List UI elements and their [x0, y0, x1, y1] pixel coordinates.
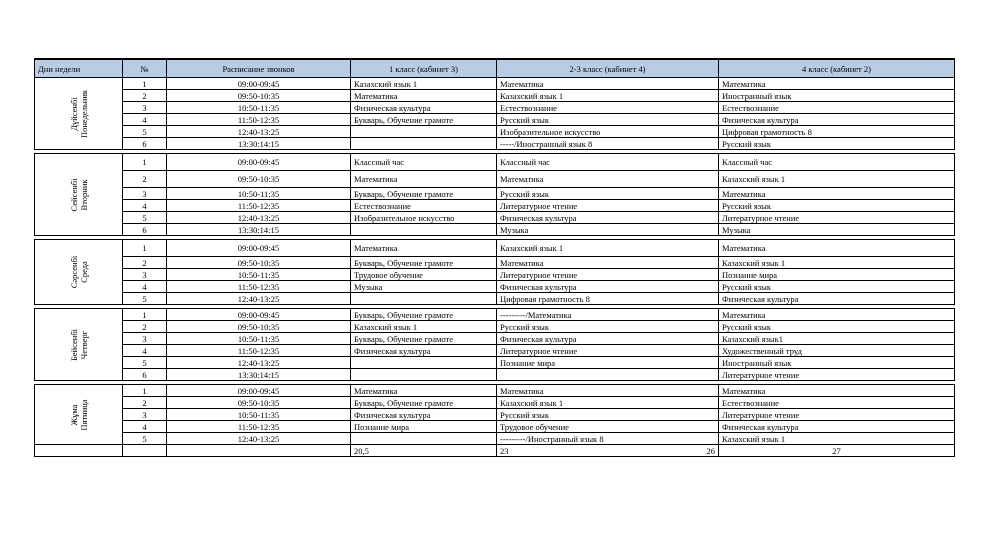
lesson-row	[35, 357, 955, 369]
lesson-number: 5	[123, 126, 167, 138]
class-4-subject: Иностранный язык	[719, 357, 955, 369]
lesson-number: 3	[123, 333, 167, 345]
lesson-row	[35, 321, 955, 333]
day-name-ru: Пятница	[78, 398, 89, 431]
class-1-subject	[351, 224, 497, 236]
schedule-body	[35, 78, 955, 457]
class-4-subject: Музыка	[719, 224, 955, 236]
header-class-1: 1 класс (кабинет 3)	[351, 59, 497, 78]
lesson-row	[35, 138, 955, 150]
day-cell	[35, 240, 123, 305]
bell-time: 12:40-13:25	[167, 212, 351, 224]
bell-time: 11:50-12:35	[167, 200, 351, 212]
class-1-subject: Познание мира	[351, 421, 497, 433]
lesson-number: 1	[123, 309, 167, 321]
class-2-3-subject: Русский язык	[497, 409, 719, 421]
class-4-subject: Литературное чтение	[719, 212, 955, 224]
bell-time: 10:50-11:35	[167, 409, 351, 421]
class-4-subject: Русский язык	[719, 200, 955, 212]
header-days: Дни недели	[35, 59, 123, 78]
total-class-2-3	[500, 446, 715, 456]
class-2-3-subject: Математика	[497, 171, 719, 188]
bell-time: 09:00-09:45	[167, 154, 351, 171]
class-2-3-subject: Познание мира	[497, 357, 719, 369]
class-1-subject: Изобразительное искусство	[351, 212, 497, 224]
class-2-3-subject: Цифровая грамотность 8	[497, 293, 719, 305]
day-cell	[35, 385, 123, 445]
class-4-subject: Физическая культура	[719, 421, 955, 433]
class-1-subject: Математика	[351, 90, 497, 102]
day-name-ru: Вторник	[78, 179, 89, 211]
class-4-subject: Художественный труд	[719, 345, 955, 357]
lesson-row	[35, 240, 955, 257]
total-class-3: 26	[706, 445, 715, 456]
total-class-2: 23	[500, 445, 509, 456]
bell-time: 09:50-10:35	[167, 321, 351, 333]
lesson-number: 4	[123, 281, 167, 293]
lesson-row	[35, 293, 955, 305]
class-4-subject: Русский язык	[719, 321, 955, 333]
class-2-3-subject: Математика	[497, 385, 719, 397]
total-class-4: 27	[719, 445, 955, 457]
class-4-subject: Классный час	[719, 154, 955, 171]
total-class-2-3-cell	[497, 445, 719, 457]
bell-time: 09:50-10:35	[167, 397, 351, 409]
class-2-3-subject: Русский язык	[497, 114, 719, 126]
bell-time: 11:50-12:35	[167, 281, 351, 293]
day-name-ru: Четверг	[78, 330, 89, 359]
bell-time: 09:00-09:45	[167, 309, 351, 321]
class-4-subject: Естествознание	[719, 102, 955, 114]
class-1-subject: Букварь, Обучение грамоте	[351, 257, 497, 269]
day-label	[69, 399, 89, 430]
lesson-row	[35, 126, 955, 138]
class-1-subject: Математика	[351, 240, 497, 257]
class-2-3-subject: Трудовое обучение	[497, 421, 719, 433]
class-2-3-subject: Русский язык	[497, 188, 719, 200]
lesson-row	[35, 212, 955, 224]
bell-time: 12:40-13:25	[167, 293, 351, 305]
class-1-subject: Классный час	[351, 154, 497, 171]
totals-empty-days	[35, 445, 123, 457]
lesson-row	[35, 171, 955, 188]
day-name-kz: Бейсенбі	[68, 328, 79, 361]
lesson-number: 2	[123, 257, 167, 269]
class-1-subject: Казахский язык 1	[351, 321, 497, 333]
class-2-3-subject: Изобразительное искусство	[497, 126, 719, 138]
lesson-row	[35, 421, 955, 433]
lesson-row	[35, 154, 955, 171]
lesson-row	[35, 433, 955, 445]
lesson-row	[35, 102, 955, 114]
lesson-row	[35, 90, 955, 102]
class-1-subject: Физическая культура	[351, 345, 497, 357]
class-1-subject: Математика	[351, 385, 497, 397]
lesson-row	[35, 309, 955, 321]
lesson-number: 3	[123, 269, 167, 281]
class-4-subject: Литературное чтение	[719, 369, 955, 381]
class-2-3-subject: Литературное чтение	[497, 200, 719, 212]
lesson-row	[35, 224, 955, 236]
class-1-subject: Музыка	[351, 281, 497, 293]
lesson-row	[35, 369, 955, 381]
class-2-3-subject: Физическая культура	[497, 281, 719, 293]
header-row	[35, 59, 955, 78]
day-name-kz: Сейсенбі	[68, 178, 79, 211]
class-1-subject: Букварь, Обучение грамоте	[351, 309, 497, 321]
class-1-subject: Букварь, Обучение грамоте	[351, 188, 497, 200]
class-1-subject	[351, 126, 497, 138]
lesson-number: 2	[123, 321, 167, 333]
day-cell	[35, 154, 123, 236]
day-label	[69, 178, 89, 211]
class-2-3-subject: Русский язык	[497, 321, 719, 333]
class-4-subject: Познание мира	[719, 269, 955, 281]
lesson-number: 4	[123, 421, 167, 433]
day-name-kz: Сәрсенбі	[68, 255, 79, 289]
class-2-3-subject: Музыка	[497, 224, 719, 236]
lesson-number: 3	[123, 102, 167, 114]
class-1-subject: Трудовое обучение	[351, 269, 497, 281]
lesson-row	[35, 188, 955, 200]
class-2-3-subject: Литературное чтение	[497, 269, 719, 281]
class-4-subject: Физическая культура	[719, 293, 955, 305]
class-2-3-subject	[497, 369, 719, 381]
class-2-3-subject: Казахский язык 1	[497, 90, 719, 102]
class-4-subject: Математика	[719, 78, 955, 90]
lesson-number: 1	[123, 240, 167, 257]
bell-time: 11:50-12:35	[167, 345, 351, 357]
class-4-subject: Русский язык	[719, 281, 955, 293]
day-name-ru: Среда	[78, 261, 89, 283]
class-4-subject: Математика	[719, 309, 955, 321]
class-1-subject	[351, 433, 497, 445]
bell-time: 10:50-11:35	[167, 269, 351, 281]
class-1-subject: Букварь, Обучение грамоте	[351, 114, 497, 126]
bell-time: 09:00-09:45	[167, 78, 351, 90]
class-4-subject: Казахский язык 1	[719, 433, 955, 445]
lesson-row	[35, 78, 955, 90]
lesson-row	[35, 385, 955, 397]
class-1-subject: Казахский язык 1	[351, 78, 497, 90]
schedule-table	[34, 58, 955, 457]
bell-time: 13:30:14:15	[167, 138, 351, 150]
class-4-subject: Естествознание	[719, 397, 955, 409]
class-2-3-subject: Казахский язык 1	[497, 397, 719, 409]
lesson-number: 4	[123, 114, 167, 126]
lesson-number: 2	[123, 90, 167, 102]
class-4-subject: Казахский язык 1	[719, 171, 955, 188]
total-class-1: 20,5	[351, 445, 497, 457]
lesson-number: 1	[123, 154, 167, 171]
class-1-subject: Физическая культура	[351, 102, 497, 114]
class-1-subject	[351, 357, 497, 369]
lesson-row	[35, 397, 955, 409]
lesson-row	[35, 269, 955, 281]
schedule-sheet	[34, 58, 954, 457]
bell-time: 11:50-12:35	[167, 421, 351, 433]
class-2-3-subject: Математика	[497, 78, 719, 90]
lesson-number: 2	[123, 397, 167, 409]
day-name-kz: Дүйсенбі	[68, 96, 79, 131]
day-cell	[35, 309, 123, 381]
class-4-subject: Физическая культура	[719, 114, 955, 126]
class-2-3-subject: Физическая культура	[497, 333, 719, 345]
bell-time: 10:50-11:35	[167, 188, 351, 200]
day-label	[69, 328, 89, 360]
lesson-number: 6	[123, 369, 167, 381]
totals-empty-number	[123, 445, 167, 457]
lesson-row	[35, 409, 955, 421]
bell-time: 09:50-10:35	[167, 171, 351, 188]
bell-time: 09:00-09:45	[167, 240, 351, 257]
bell-time: 09:50-10:35	[167, 257, 351, 269]
class-2-3-subject: Классный час	[497, 154, 719, 171]
bell-time: 10:50-11:35	[167, 102, 351, 114]
lesson-number: 5	[123, 212, 167, 224]
lesson-number: 6	[123, 224, 167, 236]
class-2-3-subject: Литературное чтение	[497, 345, 719, 357]
lesson-row	[35, 345, 955, 357]
header-bell-schedule: Расписание звонков	[167, 59, 351, 78]
totals-empty-bells	[167, 445, 351, 457]
day-cell	[35, 78, 123, 150]
class-1-subject: Букварь, Обучение грамоте	[351, 397, 497, 409]
lesson-row	[35, 114, 955, 126]
class-1-subject: Физическая культура	[351, 409, 497, 421]
lesson-row	[35, 257, 955, 269]
day-name-ru: Понедельник	[78, 89, 89, 138]
lesson-number: 6	[123, 138, 167, 150]
lesson-row	[35, 281, 955, 293]
header-class-2-3: 2-3 класс (кабинет 4)	[497, 59, 719, 78]
day-label	[69, 89, 89, 137]
class-4-subject: Иностранный язык	[719, 90, 955, 102]
class-4-subject: Русский язык	[719, 138, 955, 150]
class-2-3-subject: ---------/Иностранный язык 8	[497, 433, 719, 445]
class-2-3-subject: Математика	[497, 257, 719, 269]
lesson-number: 1	[123, 78, 167, 90]
class-4-subject: Казахский язык1	[719, 333, 955, 345]
class-1-subject	[351, 369, 497, 381]
lesson-number: 5	[123, 293, 167, 305]
class-2-3-subject: Физическая культура	[497, 212, 719, 224]
lesson-number: 5	[123, 433, 167, 445]
class-4-subject: Литературное чтение	[719, 409, 955, 421]
day-name-kz: Жұма	[68, 404, 79, 425]
bell-time: 12:40-13:25	[167, 126, 351, 138]
lesson-number: 3	[123, 188, 167, 200]
bell-time: 12:40-13:25	[167, 357, 351, 369]
bell-time: 12:40-13:25	[167, 433, 351, 445]
header-number: №	[123, 59, 167, 78]
class-2-3-subject: ---------/Математика	[497, 309, 719, 321]
class-4-subject: Казахский язык 1	[719, 257, 955, 269]
header-class-4: 4 класс (кабинет 2)	[719, 59, 955, 78]
bell-time: 10:50-11:35	[167, 333, 351, 345]
lesson-number: 3	[123, 409, 167, 421]
bell-time: 13:30:14:15	[167, 224, 351, 236]
class-1-subject	[351, 138, 497, 150]
class-2-3-subject: Естествознание	[497, 102, 719, 114]
class-2-3-subject: -----/Иностранный язык 8	[497, 138, 719, 150]
lesson-number: 4	[123, 200, 167, 212]
day-label	[69, 256, 89, 289]
class-4-subject: Математика	[719, 385, 955, 397]
class-4-subject: Математика	[719, 240, 955, 257]
lesson-number: 2	[123, 171, 167, 188]
class-1-subject: Букварь, Обучение грамоте	[351, 333, 497, 345]
bell-time: 13:30:14:15	[167, 369, 351, 381]
class-1-subject	[351, 293, 497, 305]
bell-time: 09:00-09:45	[167, 385, 351, 397]
lesson-row	[35, 333, 955, 345]
class-1-subject: Математика	[351, 171, 497, 188]
bell-time: 09:50-10:35	[167, 90, 351, 102]
class-4-subject: Цифровая грамотность 8	[719, 126, 955, 138]
totals-row	[35, 445, 955, 457]
class-2-3-subject: Казахский язык 1	[497, 240, 719, 257]
bell-time: 11:50-12:35	[167, 114, 351, 126]
lesson-number: 4	[123, 345, 167, 357]
lesson-number: 1	[123, 385, 167, 397]
class-1-subject: Естествознание	[351, 200, 497, 212]
lesson-row	[35, 200, 955, 212]
class-4-subject: Математика	[719, 188, 955, 200]
lesson-number: 5	[123, 357, 167, 369]
